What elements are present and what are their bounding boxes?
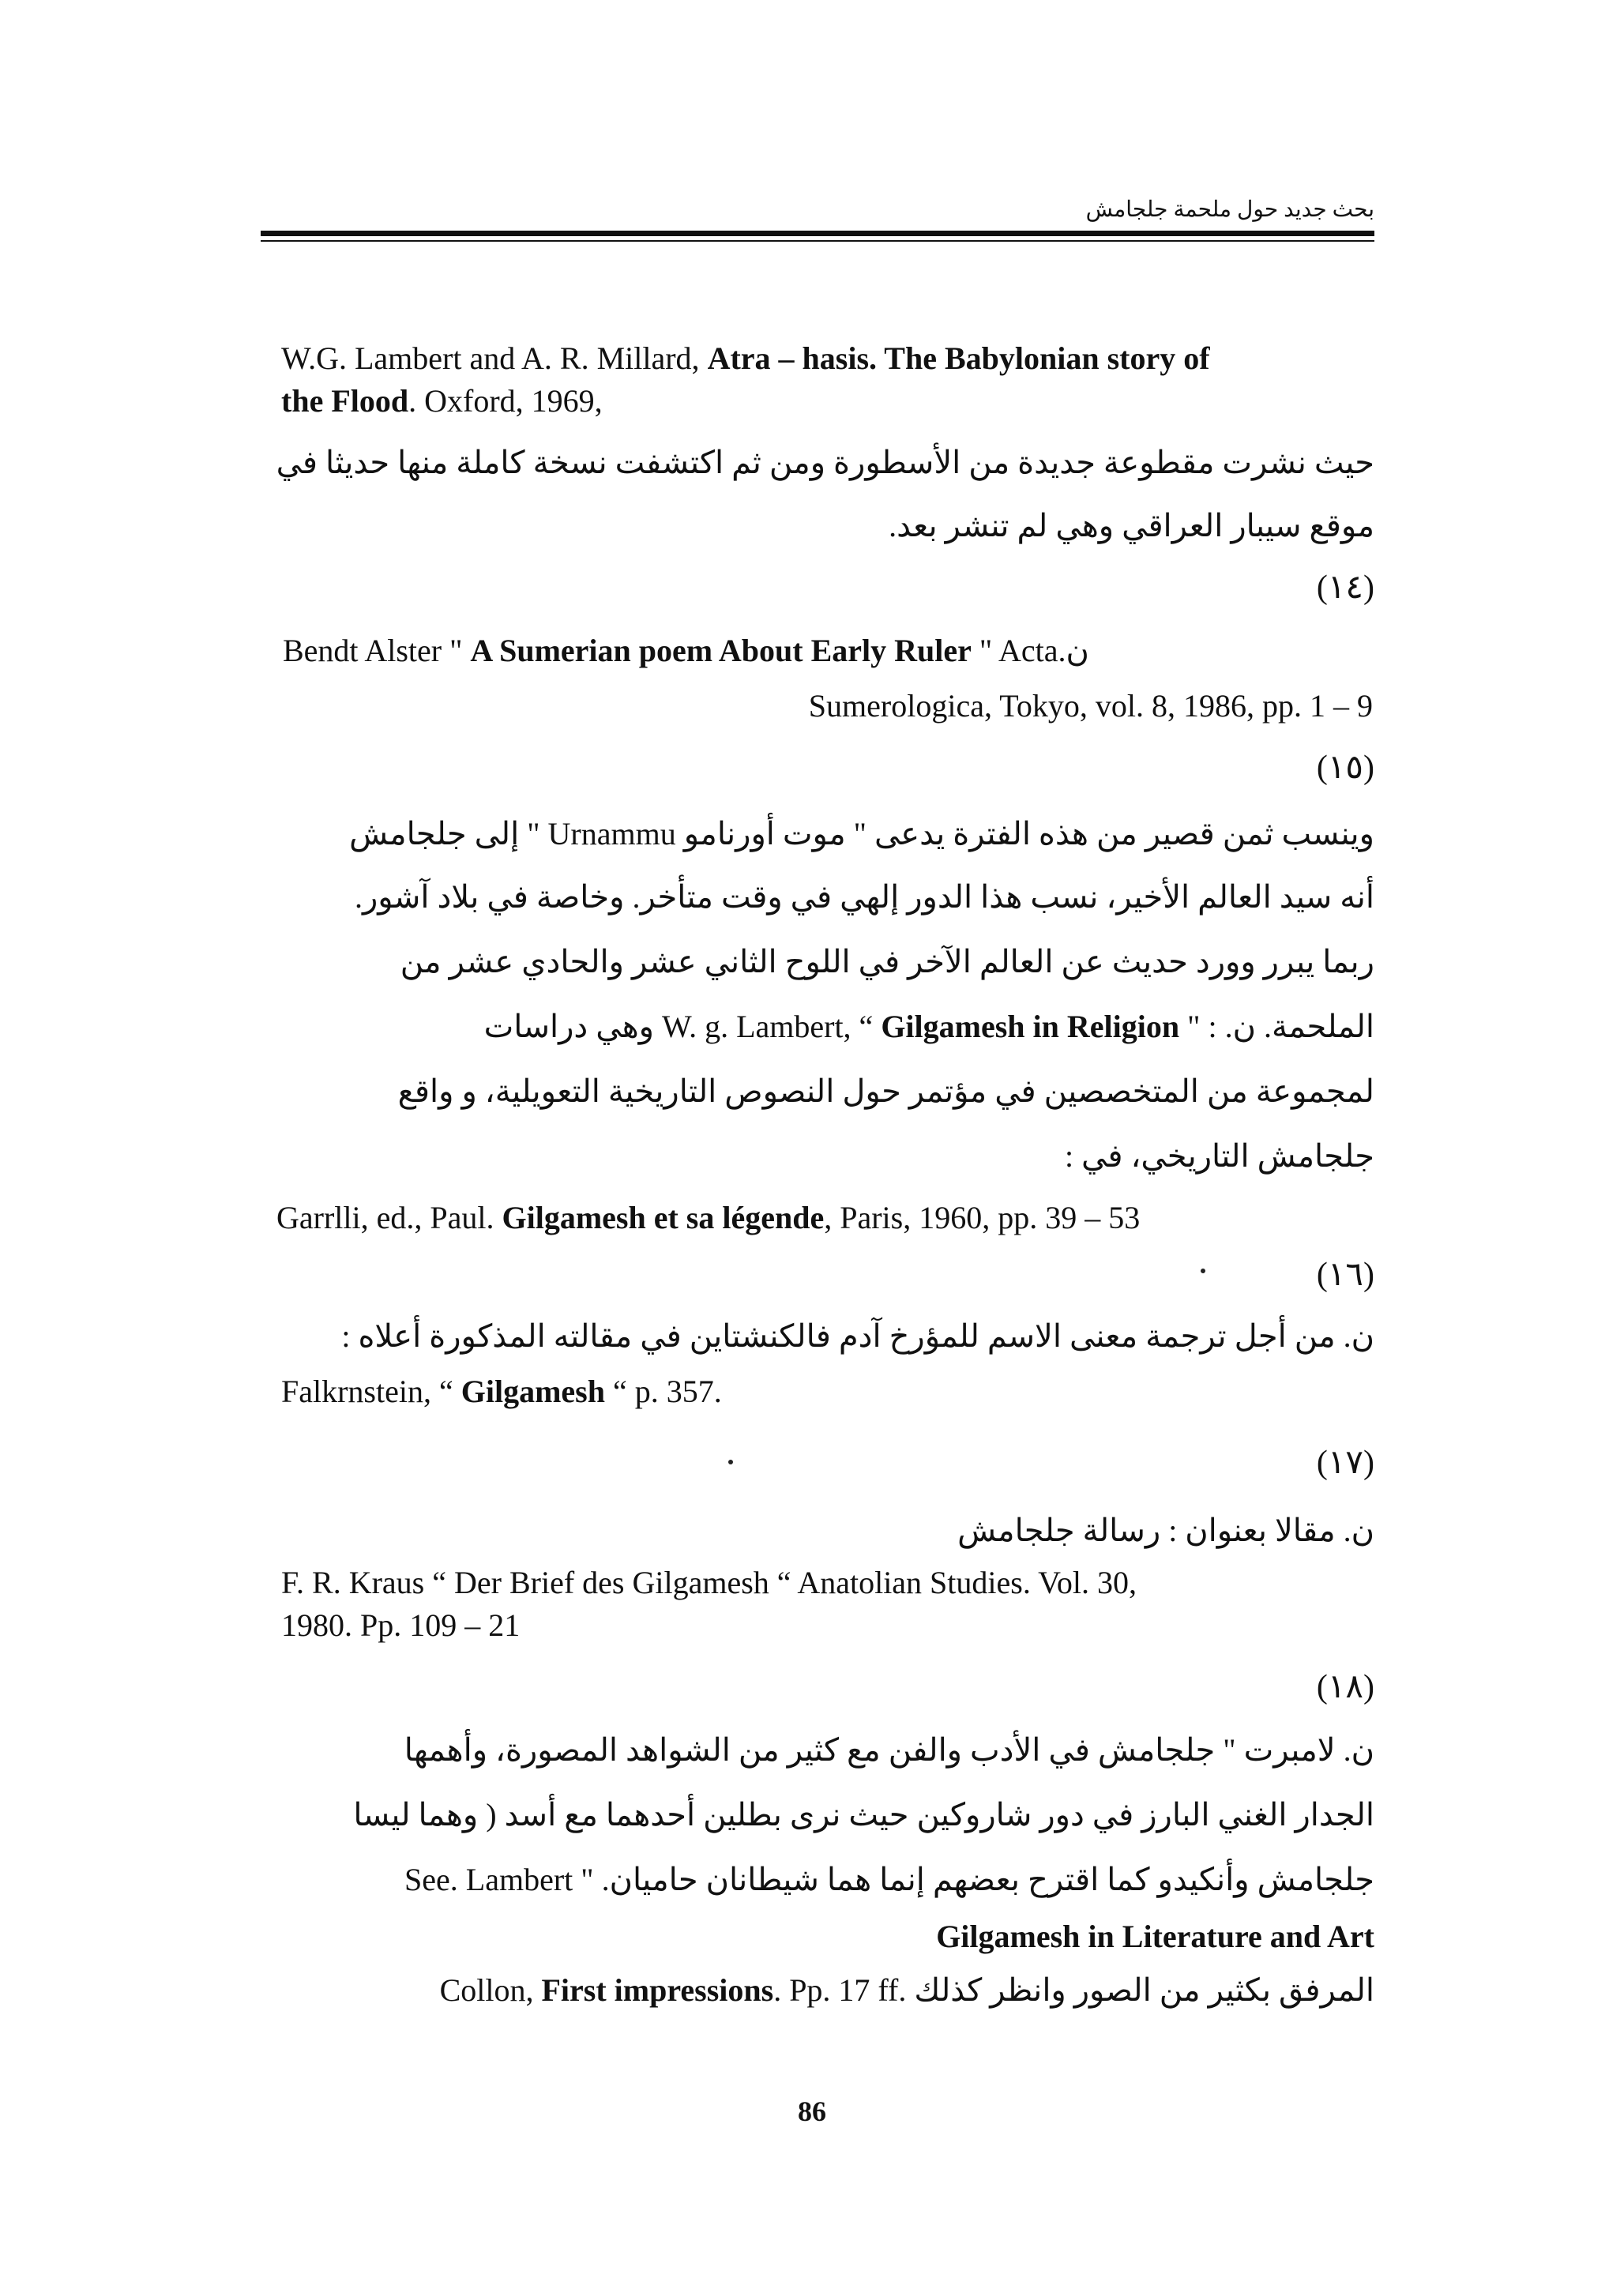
header-title: بحث جديد حول ملحمة جلجامش [1085,197,1374,222]
note-number-18: (١٨) [1316,1669,1374,1705]
arabic-line-21: جلجامش وأنكيدو كما اقترح بعضهم إنما هما شيطانان حاميان. " See. Lambert [404,1862,1374,1897]
header-rule-thin [261,240,1374,242]
ref-alster-line1: Bendt Alster " A Sumerian poem About Early Ruler " Acta.ن [283,633,1089,668]
arabic-line-20: الجدار الغني البارز في دور شاروكين حيث نرى بطلين أحدهما مع أسد ( وهما ليسا [353,1797,1374,1833]
note-number-14: (١٤) [1316,570,1374,606]
arabic-line-16: ن. مقالا بعنوان : رسالة جلجامش [957,1513,1374,1548]
arabic-line-9: ربما يبرر وورد حديث عن العالم الآخر في اللوح الثاني عشر والحادي عشر من [400,944,1374,979]
ref-atrahasis-line1: W.G. Lambert and A. R. Millard, Atra – hasis. The Babylonian story of [281,340,1210,376]
ref-garelli: Garrlli, ed., Paul. Gilgamesh et sa légende, Paris, 1960, pp. 39 – 53 [276,1200,1141,1235]
ref-kraus-line2: 1980. Pp. 109 – 21 [281,1607,521,1643]
arabic-line-4: موقع سيبار العراقي وهي لم تنشر بعد. [889,508,1374,543]
arabic-line-7: وينسب ثمن قصير من هذه الفترة يدعى " موت أورنامو Urnammu " إلى جلجامش [349,816,1374,851]
arabic-line-11: لمجموعة من المتخصصين في مؤتمر حول النصوص التاريخية التعويلية، و واقع [397,1073,1374,1109]
stray-dot [1201,1269,1205,1273]
page-number: 86 [798,2096,826,2127]
arabic-line-12: جلجامش التاريخي، في : [1064,1138,1374,1174]
ref-alster-line2: Sumerologica, Tokyo, vol. 8, 1986, pp. 1 – 9 [808,688,1373,724]
arabic-line-3: حيث نشرت مقطوعة جديدة من الأسطورة ومن ثم اكتشفت نسخة كاملة منها حديثا في [276,445,1374,480]
arabic-line-14: ن. من أجل ترجمة معنى الاسم للمؤرخ آدم فالكنشتاين في مقالته المذكورة أعلاه : [341,1318,1374,1354]
arabic-line-8: أنه سيد العالم الأخير، نسب هذا الدور إلهي في وقت متأخر. وخاصة في بلاد آشور. [354,879,1374,915]
ref-atrahasis-line2: the Flood. Oxford, 1969, [281,383,603,419]
note-number-15: (١٥) [1316,750,1374,786]
note-number-16: (١٦) [1316,1257,1374,1293]
ref-kraus-line1: F. R. Kraus “ Der Brief des Gilgamesh “ Anatolian Studies. Vol. 30, [281,1565,1137,1600]
ref-lambert-art: Gilgamesh in Literature and Art [936,1919,1374,1954]
note-number-17: (١٧) [1316,1445,1374,1481]
arabic-line-10: الملحمة. ن. : W. g. Lambert, “ Gilgamesh in Religion " وهي دراسات [483,1009,1374,1044]
header-rule-thick [261,231,1374,236]
arabic-line-23: المرفق بكثير من الصور وانظر كذلك Collon, First impressions. Pp. 17 ff. [439,1972,1374,2008]
ref-falkenstein: Falkrnstein, “ Gilgamesh “ p. 357. [281,1374,722,1409]
arabic-line-19: ن. لامبرت " جلجامش في الأدب والفن مع كثير من الشواهد المصورة، وأهمها [404,1732,1374,1768]
stray-dot [728,1460,733,1464]
